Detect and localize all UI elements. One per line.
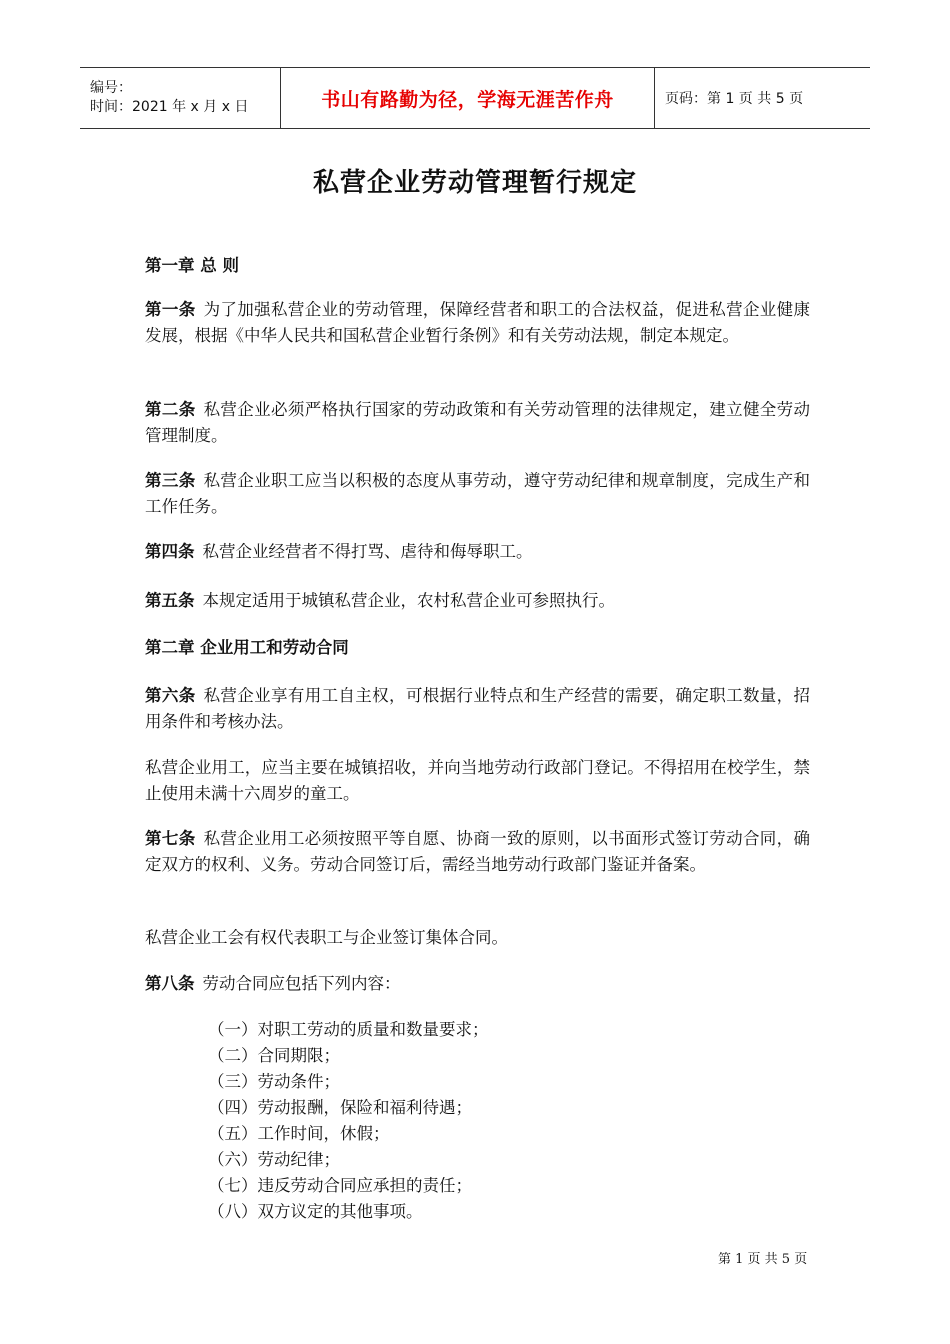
article-7-text: 私营企业用工必须按照平等自愿、协商一致的原则，以书面形式签订劳动合同，确定双方的权利、义务。劳动合同签订后，需经当地劳动行政部门鉴证并备案。 (145, 829, 811, 874)
article-4 (145, 539, 810, 565)
article-5 (145, 588, 810, 614)
article-1-text: 为了加强私营企业的劳动管理，保障经营者和职工的合法权益，促进私营企业健康发展，根据《中华人民共和国私营企业暂行条例》和有关劳动法规，制定本规定。 (145, 300, 811, 345)
article-3 (145, 468, 810, 520)
article-4-text: 私营企业经营者不得打骂、虐待和侮辱职工。 (202, 542, 533, 561)
article-7-label: 第七条 (145, 829, 196, 848)
article-6-label: 第六条 (145, 686, 196, 705)
header-page (655, 68, 870, 128)
list-item: （四）劳动报酬，保险和福利待遇； (208, 1098, 472, 1117)
list-item: （六）劳动纪律； (208, 1150, 340, 1169)
article-7 (145, 826, 810, 878)
article-2-label: 第二条 (145, 400, 196, 419)
article-7-paragraph-2: 私营企业工会有权代表职工与企业签订集体合同。 (145, 928, 508, 947)
article-5-text: 本规定适用于城镇私营企业，农村私营企业可参照执行。 (202, 591, 615, 610)
article-1 (145, 297, 810, 349)
article-1-label: 第一条 (145, 300, 196, 319)
list-item: （三）劳动条件； (208, 1072, 340, 1091)
article-2-text: 私营企业必须严格执行国家的劳动政策和有关劳动管理的法律规定，建立健全劳动管理制度。 (145, 400, 811, 445)
list-item: （二）合同期限； (208, 1046, 340, 1065)
header-meta (80, 68, 281, 128)
serial-label: 编号： (90, 80, 132, 96)
time-label: 时间：2021 年 x 月 x 日 (90, 99, 249, 115)
chapter-2-heading: 第二章 企业用工和劳动合同 (145, 638, 349, 657)
article-2 (145, 397, 810, 449)
page-footer: 第 1 页 共 5 页 (718, 1252, 808, 1267)
list-item: （八）双方议定的其他事项。 (208, 1202, 423, 1221)
article-6 (145, 683, 810, 735)
article-4-label: 第四条 (145, 542, 195, 561)
page-header (80, 67, 870, 129)
chapter-1-heading: 第一章 总 则 (145, 256, 239, 275)
article-5-label: 第五条 (145, 591, 195, 610)
header-motto (281, 68, 655, 128)
article-6-text: 私营企业享有用工自主权，可根据行业特点和生产经营的需要，确定职工数量，招用条件和考核办法。 (145, 686, 811, 731)
article-8 (145, 971, 810, 997)
page-label: 页码：第 1 页 共 5 页 (665, 91, 804, 107)
article-8-text: 劳动合同应包括下列内容： (202, 974, 401, 993)
list-item: （一）对职工劳动的质量和数量要求； (208, 1020, 489, 1039)
article-3-text: 私营企业职工应当以积极的态度从事劳动，遵守劳动纪律和规章制度，完成生产和工作任务。 (145, 471, 811, 516)
article-8-label: 第八条 (145, 974, 195, 993)
list-item: （七）违反劳动合同应承担的责任； (208, 1176, 472, 1195)
article-3-label: 第三条 (145, 471, 196, 490)
list-item: （五）工作时间，休假； (208, 1124, 390, 1143)
article-6-paragraph-2: 私营企业用工，应当主要在城镇招收，并向当地劳动行政部门登记。不得招用在校学生，禁止使用未满十六周岁的童工。 (145, 758, 810, 803)
article-8-item-list (208, 1017, 489, 1225)
motto-text: 书山有路勤为径，学海无涯苦作舟 (321, 88, 614, 111)
document-title: 私营企业劳动管理暂行规定 (312, 168, 637, 198)
